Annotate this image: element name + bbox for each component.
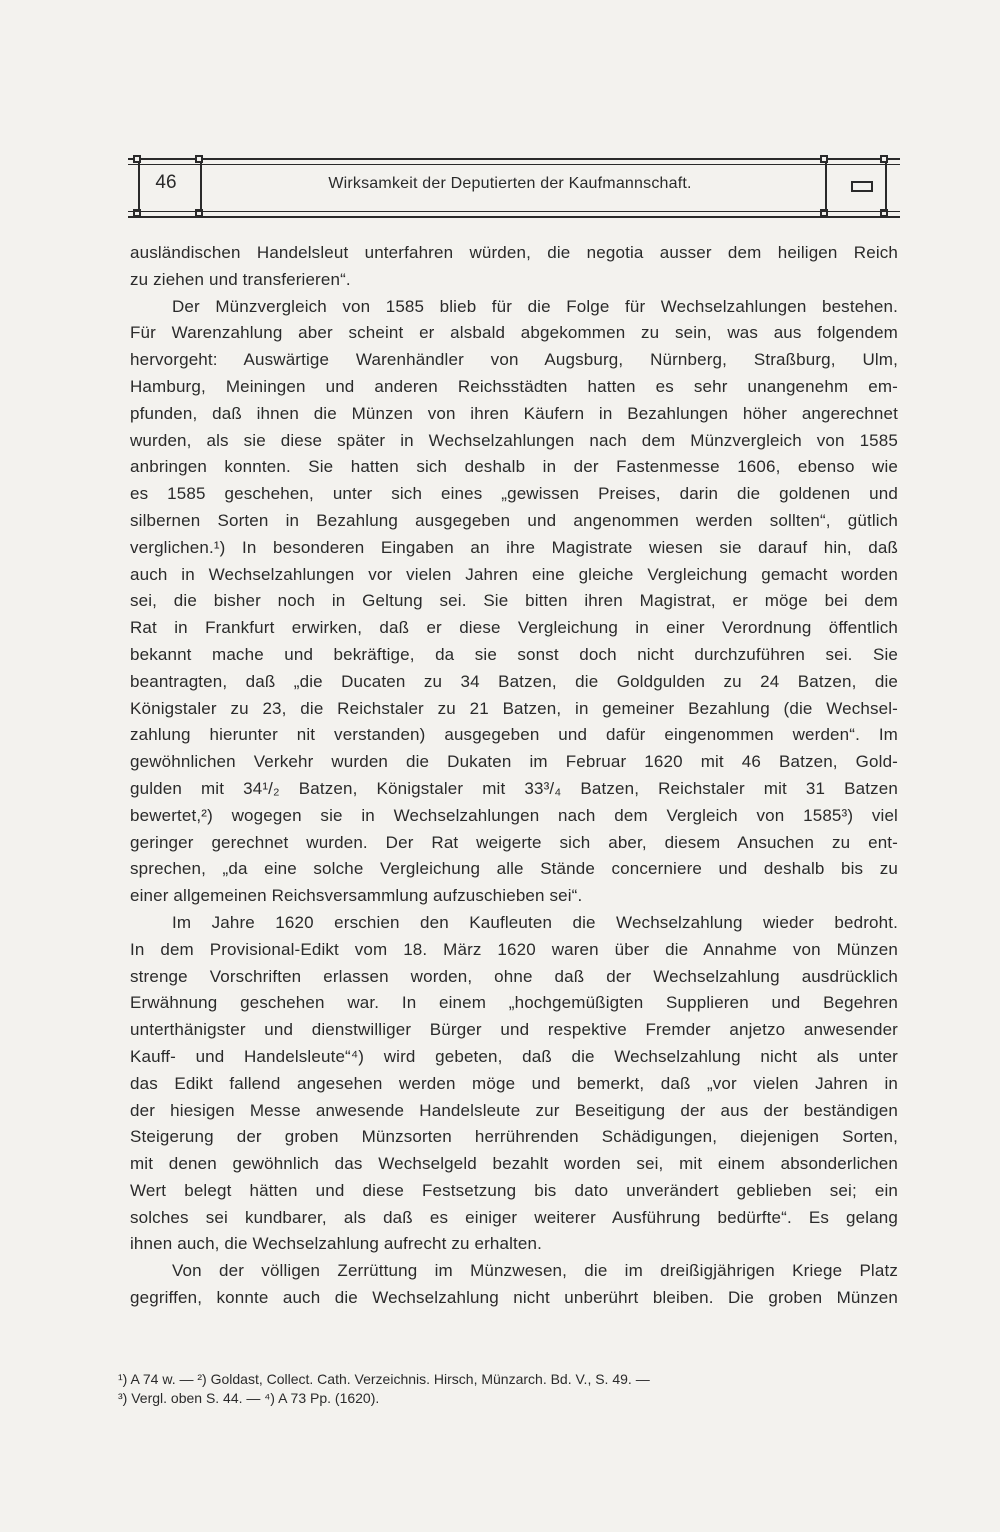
text-line: Rat in Frankfurt erwirken, daß er diese Vergleichung in einer Verordnung öffentlich bbox=[130, 618, 898, 638]
text-line: anbringen konnten. Sie hatten sich deshalb in der Fastenmesse 1606, ebenso wie bbox=[130, 457, 898, 477]
text-line: Erwähnung geschehen war. In einem „hochgemüßigten Supplieren und Begehren bbox=[130, 993, 898, 1013]
footnote-line: ¹) A 74 w. — ²) Goldast, Collect. Cath. Verzeichnis. Hirsch, Münzarch. Bd. V., S. 49. — bbox=[118, 1371, 650, 1387]
text-line: wurden, als sie diese später in Wechselzahlungen nach dem Münzvergleich von 1585 bbox=[130, 430, 898, 450]
text-line: sprechen, „da eine solche Vergleichung alle Stände concerniere und deshalb bis zu bbox=[130, 859, 898, 879]
footnote-line: ³) Vergl. oben S. 44. — ⁴) A 73 Pp. (1620). bbox=[118, 1390, 380, 1406]
text-line: In dem Provisional-Edikt vom 18. März 1620 waren über die Annahme von Münzen bbox=[130, 939, 898, 959]
text-line: der hiesigen Messe anwesende Handelsleute zur Beseitigung der aus der beständigen bbox=[130, 1100, 898, 1120]
text-line: beantragten, daß „die Ducaten zu 34 Batzen, die Goldgulden zu 24 Batzen, die bbox=[130, 671, 898, 691]
text-line: Königstaler zu 23, die Reichstaler zu 21 Batzen, in gemeiner Bezahlung (die Wechsel- bbox=[130, 698, 898, 718]
text-line: gegriffen, konnte auch die Wechselzahlung nicht unberührt bleiben. Die groben Münzen bbox=[130, 1288, 898, 1308]
text-line: Hamburg, Meiningen und anderen Reichsstädten hatten es sehr unangenehm em- bbox=[130, 376, 898, 396]
text-line: Im Jahre 1620 erschien den Kaufleuten die Wechselzahlung wieder bedroht. bbox=[172, 912, 898, 932]
text-line: bekannt mache und bekräftige, da sie sonst doch nicht durchzuführen sei. Sie bbox=[130, 644, 898, 664]
text-line: hervorgeht: Auswärtige Warenhändler von Augsburg, Nürnberg, Straßburg, Ulm, bbox=[130, 350, 898, 370]
body-text bbox=[130, 240, 898, 1312]
text-line: gewöhnlichen Verkehr wurden die Dukaten im Februar 1620 mit 46 Batzen, Gold- bbox=[130, 752, 898, 772]
text-line: Für Warenzahlung aber scheint er alsbald abgekommen zu sein, was aus folgendem bbox=[130, 323, 898, 343]
running-title: Wirksamkeit der Deputierten der Kaufmannschaft. bbox=[328, 175, 692, 192]
page-number: 46 bbox=[155, 172, 177, 193]
text-line: verglichen.¹) In besonderen Eingaben an ihre Magistrate wiesen sie darauf hin, daß bbox=[130, 537, 898, 557]
text-line: bewertet,²) wogegen sie in Wechselzahlungen nach dem Vergleich von 1585³) viel bbox=[130, 805, 898, 825]
footnotes bbox=[118, 1370, 898, 1408]
text-line: auch in Wechselzahlungen vor vielen Jahren eine gleiche Vergleichung gemacht worden bbox=[130, 564, 898, 584]
text-line: geringer gerechnet wurden. Der Rat weigerte sich aber, diesem Ansuchen zu ent- bbox=[130, 832, 898, 852]
text-line: mit denen gewöhnlich das Wechselgeld bezahlt worden sei, mit einem absonderlichen bbox=[130, 1154, 898, 1174]
text-line: Der Münzvergleich von 1585 blieb für die Folge für Wechselzahlungen bestehen. bbox=[172, 296, 898, 316]
text-line: Kauff- und Handelsleute“⁴) wird gebeten, daß die Wechselzahlung nicht als unter bbox=[130, 1046, 898, 1066]
text-line: sei, die bisher noch in Geltung sei. Sie bitten ihren Magistrat, er möge bei dem bbox=[130, 591, 898, 611]
text-line: unterthänigster und dienstwilliger Bürger und respektive Fremder anjetzo anwesender bbox=[130, 1020, 898, 1040]
text-line: ihnen auch, die Wechselzahlung aufrecht zu erhalten. bbox=[130, 1234, 542, 1254]
text-line: Steigerung der groben Münzsorten herrührenden Schädigungen, diejenigen Sorten, bbox=[130, 1127, 898, 1147]
text-line: silbernen Sorten in Bezahlung ausgegeben und angenommen werden sollten“, gütlich bbox=[130, 510, 898, 530]
ornament-box-icon bbox=[851, 181, 873, 192]
text-line: zu ziehen und transferieren“. bbox=[130, 269, 351, 289]
text-line: Von der völligen Zerrüttung im Münzwesen, die im dreißigjährigen Kriege Platz bbox=[172, 1261, 898, 1281]
text-line: gulden mit 34¹/₂ Batzen, Königstaler mit 33³/₄ Batzen, Reichstaler mit 31 Batzen bbox=[130, 778, 898, 798]
text-line: ausländischen Handelsleut unterfahren würden, die negotia ausser dem heiligen Reich bbox=[130, 243, 898, 262]
text-line: zahlung hierunter nit verstanden) ausgegeben und dafür eingenommen werden“. Im bbox=[130, 725, 898, 745]
text-line: das Edikt fallend angesehen werden möge und bemerkt, daß „vor vielen Jahren in bbox=[130, 1073, 898, 1093]
text-line: es 1585 geschehen, unter sich eines „gewissen Preises, darin die goldenen und bbox=[130, 484, 898, 504]
text-line: einer allgemeinen Reichsversammlung aufzuschieben sei“. bbox=[130, 886, 583, 906]
text-line: strenge Vorschriften erlassen worden, ohne daß der Wechselzahlung ausdrücklich bbox=[130, 966, 898, 986]
text-line: pfunden, daß ihnen die Münzen von ihren Käufern in Bezahlungen höher angerechnet bbox=[130, 403, 898, 423]
text-line: Wert belegt hätten und diese Festsetzung bis dato unverändert geblieben sei; ein bbox=[130, 1180, 898, 1200]
text-line: solches sei kundbarer, als daß es einiger weiterer Ausführung bedürfte“. Es gelang bbox=[130, 1207, 898, 1227]
